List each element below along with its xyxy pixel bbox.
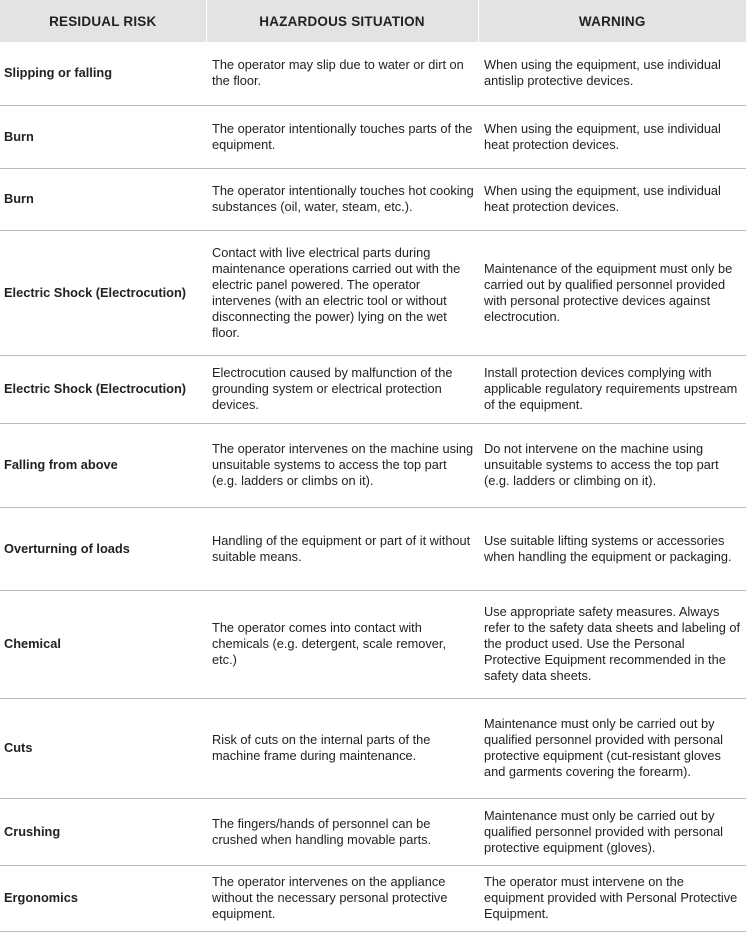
situation-cell: The operator intervenes on the appliance without the necessary personal protective equipment. bbox=[206, 865, 478, 931]
situation-cell: The operator may slip due to water or dirt on the floor. bbox=[206, 42, 478, 105]
table-row bbox=[0, 865, 746, 931]
table-row bbox=[0, 423, 746, 507]
table-row bbox=[0, 590, 746, 698]
table-row bbox=[0, 507, 746, 590]
warning-cell: Install protection devices complying with applicable regulatory requirements upstream of the equipment. bbox=[478, 355, 746, 423]
risk-cell: Electric Shock (Electrocution) bbox=[0, 355, 206, 423]
table-row bbox=[0, 230, 746, 355]
risk-cell: Falling from above bbox=[0, 423, 206, 507]
warning-cell: When using the equipment, use individual heat protection devices. bbox=[478, 105, 746, 168]
table-row bbox=[0, 42, 746, 105]
situation-cell: Contact with live electrical parts during maintenance operations carried out with the electric panel powered. The operator intervenes (with an electric tool or without disconnecting the power) lying on the wet floor. bbox=[206, 230, 478, 355]
situation-cell: Handling of the equipment or part of it without suitable means. bbox=[206, 507, 478, 590]
situation-cell: The fingers/hands of personnel can be crushed when handling movable parts. bbox=[206, 798, 478, 865]
table-body bbox=[0, 42, 746, 931]
warning-cell: Maintenance of the equipment must only be carried out by qualified personnel provided with personal protective devices against electrocution. bbox=[478, 230, 746, 355]
situation-cell: Electrocution caused by malfunction of the grounding system or electrical protection devices. bbox=[206, 355, 478, 423]
risk-cell: Chemical bbox=[0, 590, 206, 698]
table-row bbox=[0, 105, 746, 168]
header-warning: WARNING bbox=[478, 0, 746, 42]
warning-cell: When using the equipment, use individual heat protection devices. bbox=[478, 168, 746, 230]
table-row bbox=[0, 798, 746, 865]
warning-cell: Use suitable lifting systems or accessories when handling the equipment or packaging. bbox=[478, 507, 746, 590]
situation-cell: The operator intervenes on the machine using unsuitable systems to access the top part (e.g. ladders or climbs on it). bbox=[206, 423, 478, 507]
warning-cell: Do not intervene on the machine using unsuitable systems to access the top part (e.g. ladders or climbing on it). bbox=[478, 423, 746, 507]
table-row bbox=[0, 698, 746, 798]
situation-cell: Risk of cuts on the internal parts of the machine frame during maintenance. bbox=[206, 698, 478, 798]
situation-cell: The operator intentionally touches parts of the equipment. bbox=[206, 105, 478, 168]
warning-cell: Use appropriate safety measures. Always refer to the safety data sheets and labeling of the product used. Use the Personal Protective Equipment recommended in the safety data sheets. bbox=[478, 590, 746, 698]
risk-cell: Slipping or falling bbox=[0, 42, 206, 105]
header-row bbox=[0, 0, 746, 42]
risk-cell: Burn bbox=[0, 105, 206, 168]
header-hazardous-situation: HAZARDOUS SITUATION bbox=[206, 0, 478, 42]
table-row bbox=[0, 168, 746, 230]
warning-cell: When using the equipment, use individual antislip protective devices. bbox=[478, 42, 746, 105]
table-row bbox=[0, 355, 746, 423]
warning-cell: Maintenance must only be carried out by qualified personnel provided with personal protective equipment (cut-resistant gloves and garments covering the forearm). bbox=[478, 698, 746, 798]
warning-cell: The operator must intervene on the equipment provided with Personal Protective Equipment. bbox=[478, 865, 746, 931]
risk-cell: Burn bbox=[0, 168, 206, 230]
situation-cell: The operator intentionally touches hot cooking substances (oil, water, steam, etc.). bbox=[206, 168, 478, 230]
risk-cell: Overturning of loads bbox=[0, 507, 206, 590]
table-header bbox=[0, 0, 746, 42]
warning-cell: Maintenance must only be carried out by qualified personnel provided with personal protective equipment (gloves). bbox=[478, 798, 746, 865]
risk-cell: Electric Shock (Electrocution) bbox=[0, 230, 206, 355]
risk-cell: Ergonomics bbox=[0, 865, 206, 931]
header-residual-risk: RESIDUAL RISK bbox=[0, 0, 206, 42]
risk-cell: Crushing bbox=[0, 798, 206, 865]
situation-cell: The operator comes into contact with chemicals (e.g. detergent, scale remover, etc.) bbox=[206, 590, 478, 698]
risk-cell: Cuts bbox=[0, 698, 206, 798]
